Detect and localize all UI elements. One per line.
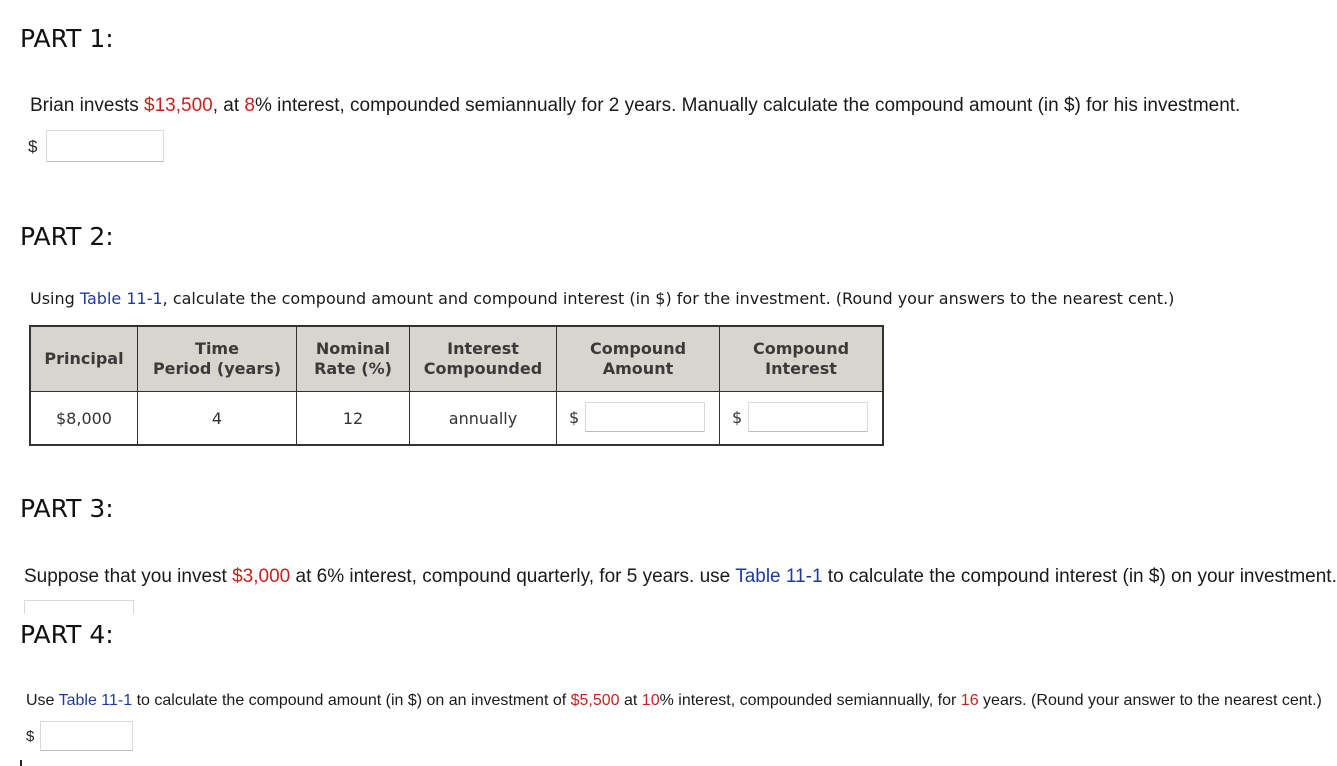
text-cursor-mark — [20, 760, 22, 766]
part4-answer-input[interactable] — [40, 721, 133, 751]
part3-heading: PART 3: — [20, 494, 114, 523]
table-11-1-link[interactable]: Table 11-1 — [79, 289, 163, 308]
dollar-sign: $ — [26, 728, 35, 745]
table-11-1-link[interactable]: Table 11-1 — [735, 566, 823, 587]
header-compound-interest: Compound Interest — [720, 326, 884, 392]
header-time-period: Time Period (years) — [138, 326, 297, 392]
part4-question: Use Table 11-1 to calculate the compound amount (in $) on an investment of $5,500 at 10% interest, compounded semiannually, for 16 years. (Round your answer to the nearest cent.) — [26, 692, 1322, 709]
part1-question: Brian invests $13,500, at 8% interest, compounded semiannually for 2 years. Manually calculate the compound amount (in $) for his investment. — [30, 95, 1241, 116]
part2-heading: PART 2: — [20, 222, 114, 251]
cell-compounded: annually — [410, 392, 557, 446]
given-principal: $3,000 — [232, 566, 291, 587]
dollar-sign: $ — [569, 408, 580, 427]
header-nominal-rate: Nominal Rate (%) — [297, 326, 410, 392]
cell-time: 4 — [138, 392, 297, 446]
part1-heading: PART 1: — [20, 24, 114, 53]
compound-amount-input[interactable] — [585, 402, 705, 432]
cell-compound-amount — [557, 392, 720, 446]
dollar-sign: $ — [732, 408, 743, 427]
header-principal: Principal — [30, 326, 138, 392]
part4-heading: PART 4: — [20, 620, 114, 649]
cell-compound-interest — [720, 392, 884, 446]
given-rate: 10 — [641, 692, 660, 709]
compound-interest-input[interactable] — [748, 402, 868, 432]
given-principal: $5,500 — [570, 692, 620, 709]
table-row — [30, 392, 883, 446]
header-interest-compounded: Interest Compounded — [410, 326, 557, 392]
cell-rate: 12 — [297, 392, 410, 446]
compound-interest-table — [29, 325, 884, 446]
table-header-row — [30, 326, 883, 392]
dollar-sign: $ — [28, 137, 38, 156]
part2-question: Using Table 11-1, calculate the compound amount and compound interest (in $) for the investment. (Round your answers to the nearest cent.) — [30, 289, 1175, 308]
given-years: 16 — [960, 692, 979, 709]
part3-question: Suppose that you invest $3,000 at 6% interest, compound quarterly, for 5 years. use Table 11-1 to calculate the compound interest (in $) on your investment. — [24, 566, 1337, 587]
given-principal: $13,500 — [144, 95, 213, 116]
part3-answer-input[interactable] — [24, 600, 134, 614]
cell-principal: $8,000 — [30, 392, 138, 446]
table-11-1-link[interactable]: Table 11-1 — [58, 692, 133, 709]
part1-answer-input[interactable] — [46, 130, 164, 162]
header-compound-amount: Compound Amount — [557, 326, 720, 392]
given-rate: 8 — [244, 95, 255, 116]
